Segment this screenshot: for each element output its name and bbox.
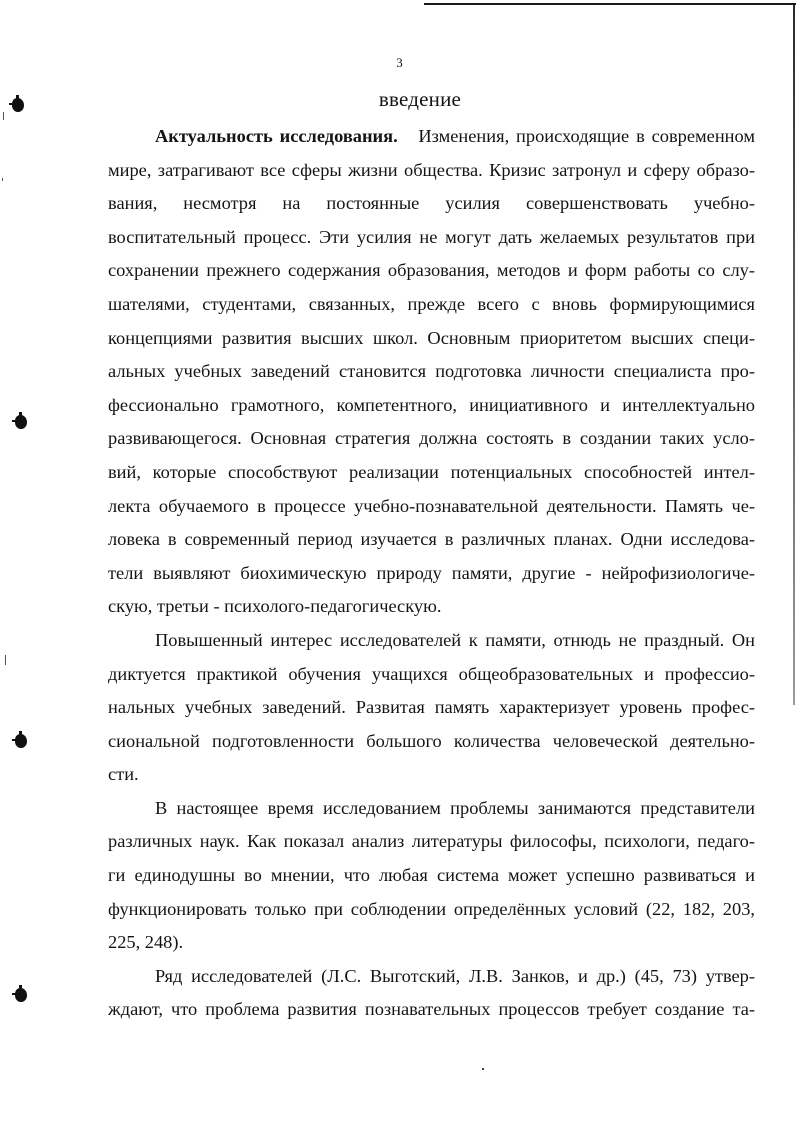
paragraph-line: нальных учебных заведений. Развитая память характеризует уровень профес- bbox=[108, 697, 755, 718]
paragraph-line: скую, третьи - психолого-педагогическую. bbox=[108, 596, 442, 617]
paragraph-line: сохранении прежнего содержания образования, методов и форм работы со слу- bbox=[108, 260, 755, 281]
paragraph-line: вий, которые способствуют реализации потенциальных способностей интел- bbox=[108, 461, 755, 482]
paragraph-line: ждают, что проблема развития познавательных процессов требует создание та- bbox=[108, 999, 755, 1020]
paragraph bbox=[108, 120, 755, 624]
scan-speck bbox=[482, 1068, 484, 1070]
paragraph-line: лекта обучаемого в процессе учебно-познавательной деятельности. Память че- bbox=[108, 495, 755, 516]
scan-speck bbox=[2, 178, 3, 181]
scan-speck bbox=[3, 112, 4, 120]
binder-hole-mark bbox=[15, 734, 27, 748]
paragraph-line: различных наук. Как показал анализ литературы философы, психологи, педаго- bbox=[108, 831, 755, 852]
paragraph-line: фессионально грамотного, компетентного, инициативного и интеллектуально bbox=[108, 394, 755, 415]
scan-top-border bbox=[424, 3, 796, 5]
paragraph-line: функционировать только при соблюдении определённых условий (22, 182, 203, bbox=[108, 898, 755, 919]
binder-hole-mark bbox=[15, 988, 27, 1002]
page-heading: введение bbox=[378, 87, 462, 111]
paragraph-line: шателями, студентами, связанных, прежде всего с вновь формирующимися bbox=[108, 293, 755, 314]
paragraph-line: Повышенный интерес исследователей к памяти, отнюдь не праздный. Он bbox=[155, 629, 755, 650]
document-body bbox=[108, 120, 755, 1027]
page-number: 3 bbox=[396, 55, 403, 70]
binder-hole-mark bbox=[15, 415, 27, 429]
scan-speck bbox=[5, 655, 6, 665]
paragraph-line: вания, несмотря на постоянные усилия совершенствовать учебно- bbox=[108, 193, 755, 214]
paragraph-line: диктуется практикой обучения учащихся общеобразовательных и профессио- bbox=[108, 663, 755, 684]
paragraph bbox=[108, 792, 755, 960]
paragraph-line: сиональной подготовленности большого количества человеческой деятельно- bbox=[108, 730, 755, 751]
paragraph-line: Ряд исследователей (Л.С. Выготский, Л.В. Занков, и др.) (45, 73) утвер- bbox=[155, 965, 755, 986]
paragraph bbox=[108, 624, 755, 792]
paragraph-line: воспитательный процесс. Эти усилия не могут дать желаемых результатов при bbox=[108, 226, 755, 247]
paragraph-line: мире, затрагивают все сферы жизни общества. Кризис затронул и сферу образо- bbox=[108, 159, 755, 180]
paragraph-line: тели выявляют биохимическую природу памяти, другие - нейрофизиологиче- bbox=[108, 562, 755, 583]
paragraph-line: Актуальность исследования. Изменения, происходящие в современном bbox=[155, 126, 755, 146]
paragraph bbox=[108, 960, 755, 1027]
paragraph-line: ловека в современный период изучается в различных планах. Одни исследова- bbox=[108, 529, 755, 550]
lead-phrase: Актуальность исследования. bbox=[155, 126, 398, 146]
paragraph-line: В настоящее время исследованием проблемы занимаются представители bbox=[155, 797, 755, 818]
paragraph-line: концепциями развития высших школ. Основным приоритетом высших специ- bbox=[108, 327, 755, 348]
paragraph-line: альных учебных заведений становится подготовка личности специалиста про- bbox=[108, 361, 755, 382]
paragraph-line: развивающегося. Основная стратегия должна состоять в создании таких усло- bbox=[108, 428, 755, 449]
paragraph-line: ги единодушны во мнении, что любая система может успешно развиваться и bbox=[108, 865, 755, 886]
paragraph-line: сти. bbox=[108, 764, 139, 785]
paragraph-line: 225, 248). bbox=[108, 932, 184, 953]
